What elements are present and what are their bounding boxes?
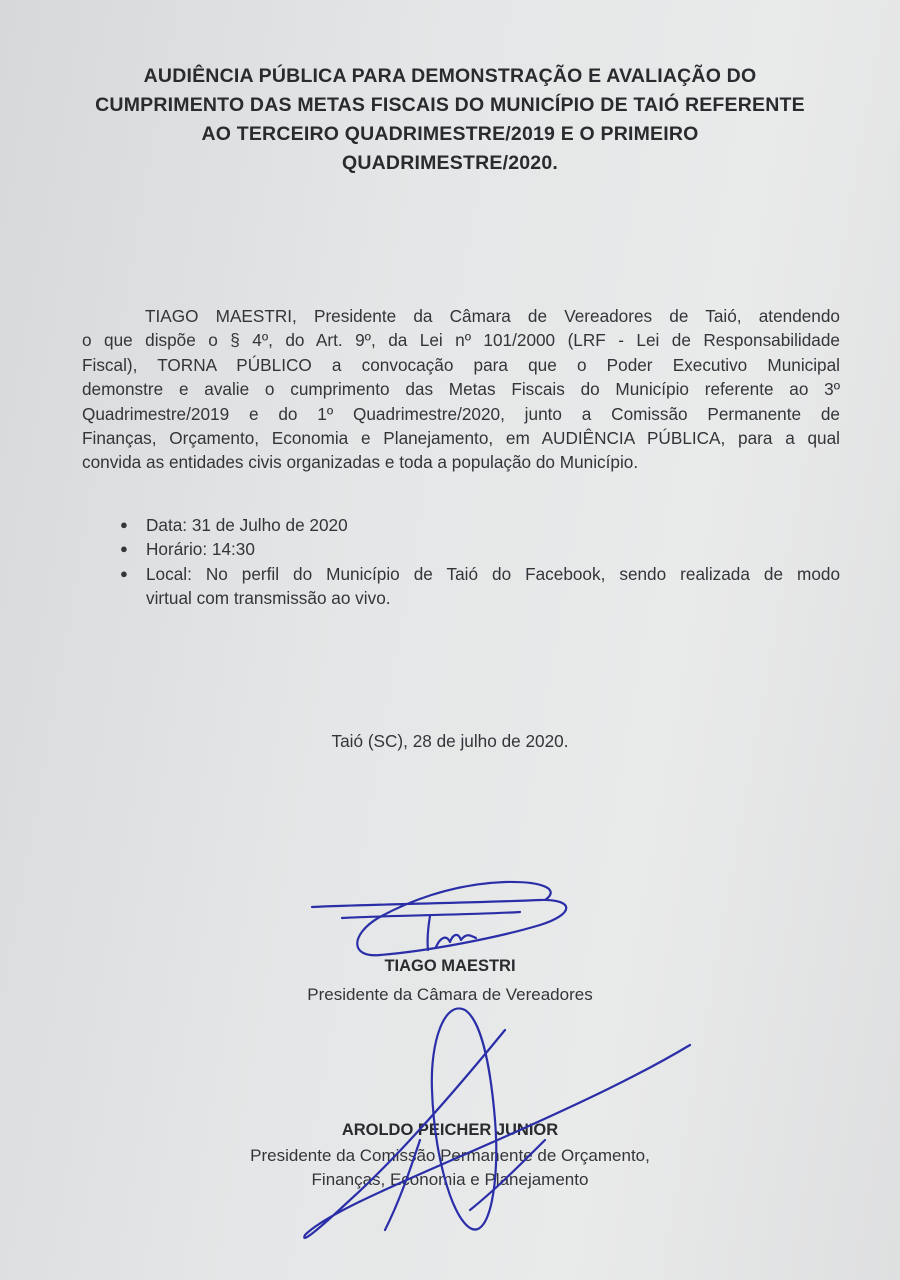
signatory-name: TIAGO MAESTRI	[384, 957, 516, 975]
body-line: TIAGO MAESTRI, Presidente da Câmara de Vereadores de Taió, atendendo	[145, 306, 840, 326]
title-line: CUMPRIMENTO DAS METAS FISCAIS DO MUNICÍPIO DE TAIÓ REFERENTE	[95, 94, 805, 116]
bullet-icon: ●	[120, 517, 128, 532]
event-location-line: Local: No perfil do Município de Taió do Facebook, sendo realizada de modo	[146, 563, 840, 584]
list-item-date	[120, 513, 840, 537]
event-date: Data: 31 de Julho de 2020	[146, 515, 348, 535]
bullet-icon: ●	[120, 565, 128, 581]
event-time: Horário: 14:30	[146, 539, 255, 560]
body-line: convida as entidades civis organizadas e toda a população do Município.	[82, 452, 639, 473]
body-line: o que dispõe o § 4º, do Art. 9º, da Lei nº 101/2000 (LRF - Lei de Responsabilidade	[82, 330, 840, 351]
body-line: demonstre e avalie o cumprimento das Metas Fiscais do Município referente ao 3º	[82, 379, 840, 400]
signature-tiago-maestri	[312, 882, 566, 955]
document-title	[40, 62, 860, 178]
list-item-time	[120, 537, 840, 561]
title-line: AUDIÊNCIA PÚBLICA PARA DEMONSTRAÇÃO E AVALIAÇÃO DO	[143, 65, 757, 87]
role-line: Presidente da Comissão Permanente de Orçamento,	[250, 1146, 650, 1165]
title-line: AO TERCEIRO QUADRIMESTRE/2019 E O PRIMEIRO	[201, 123, 699, 145]
list-item-location	[120, 562, 840, 611]
signatory-name: AROLDO PEICHER JUNIOR	[341, 1121, 559, 1139]
body-paragraph	[82, 304, 840, 475]
signatory-role	[0, 1144, 900, 1192]
event-details-list	[120, 513, 840, 611]
body-line: Quadrimestre/2019 e do 1º Quadrimestre/2020, junto a Comissão Permanente de	[82, 403, 840, 424]
role-line: Finanças, Economia e Planejamento	[311, 1170, 589, 1189]
place-and-date: Taió (SC), 28 de julho de 2020.	[331, 731, 569, 751]
signatory-role	[0, 983, 900, 1007]
bullet-icon: ●	[120, 541, 128, 557]
title-line: QUADRIMESTRE/2020.	[342, 152, 558, 174]
event-location-line: virtual com transmissão ao vivo.	[146, 588, 391, 609]
body-line: Finanças, Orçamento, Economia e Planejamento, em AUDIÊNCIA PÚBLICA, para a qual	[82, 428, 840, 449]
role-line: Presidente da Câmara de Vereadores	[307, 985, 593, 1004]
body-line: Fiscal), TORNA PÚBLICO a convocação para que o Poder Executivo Municipal	[82, 354, 840, 375]
